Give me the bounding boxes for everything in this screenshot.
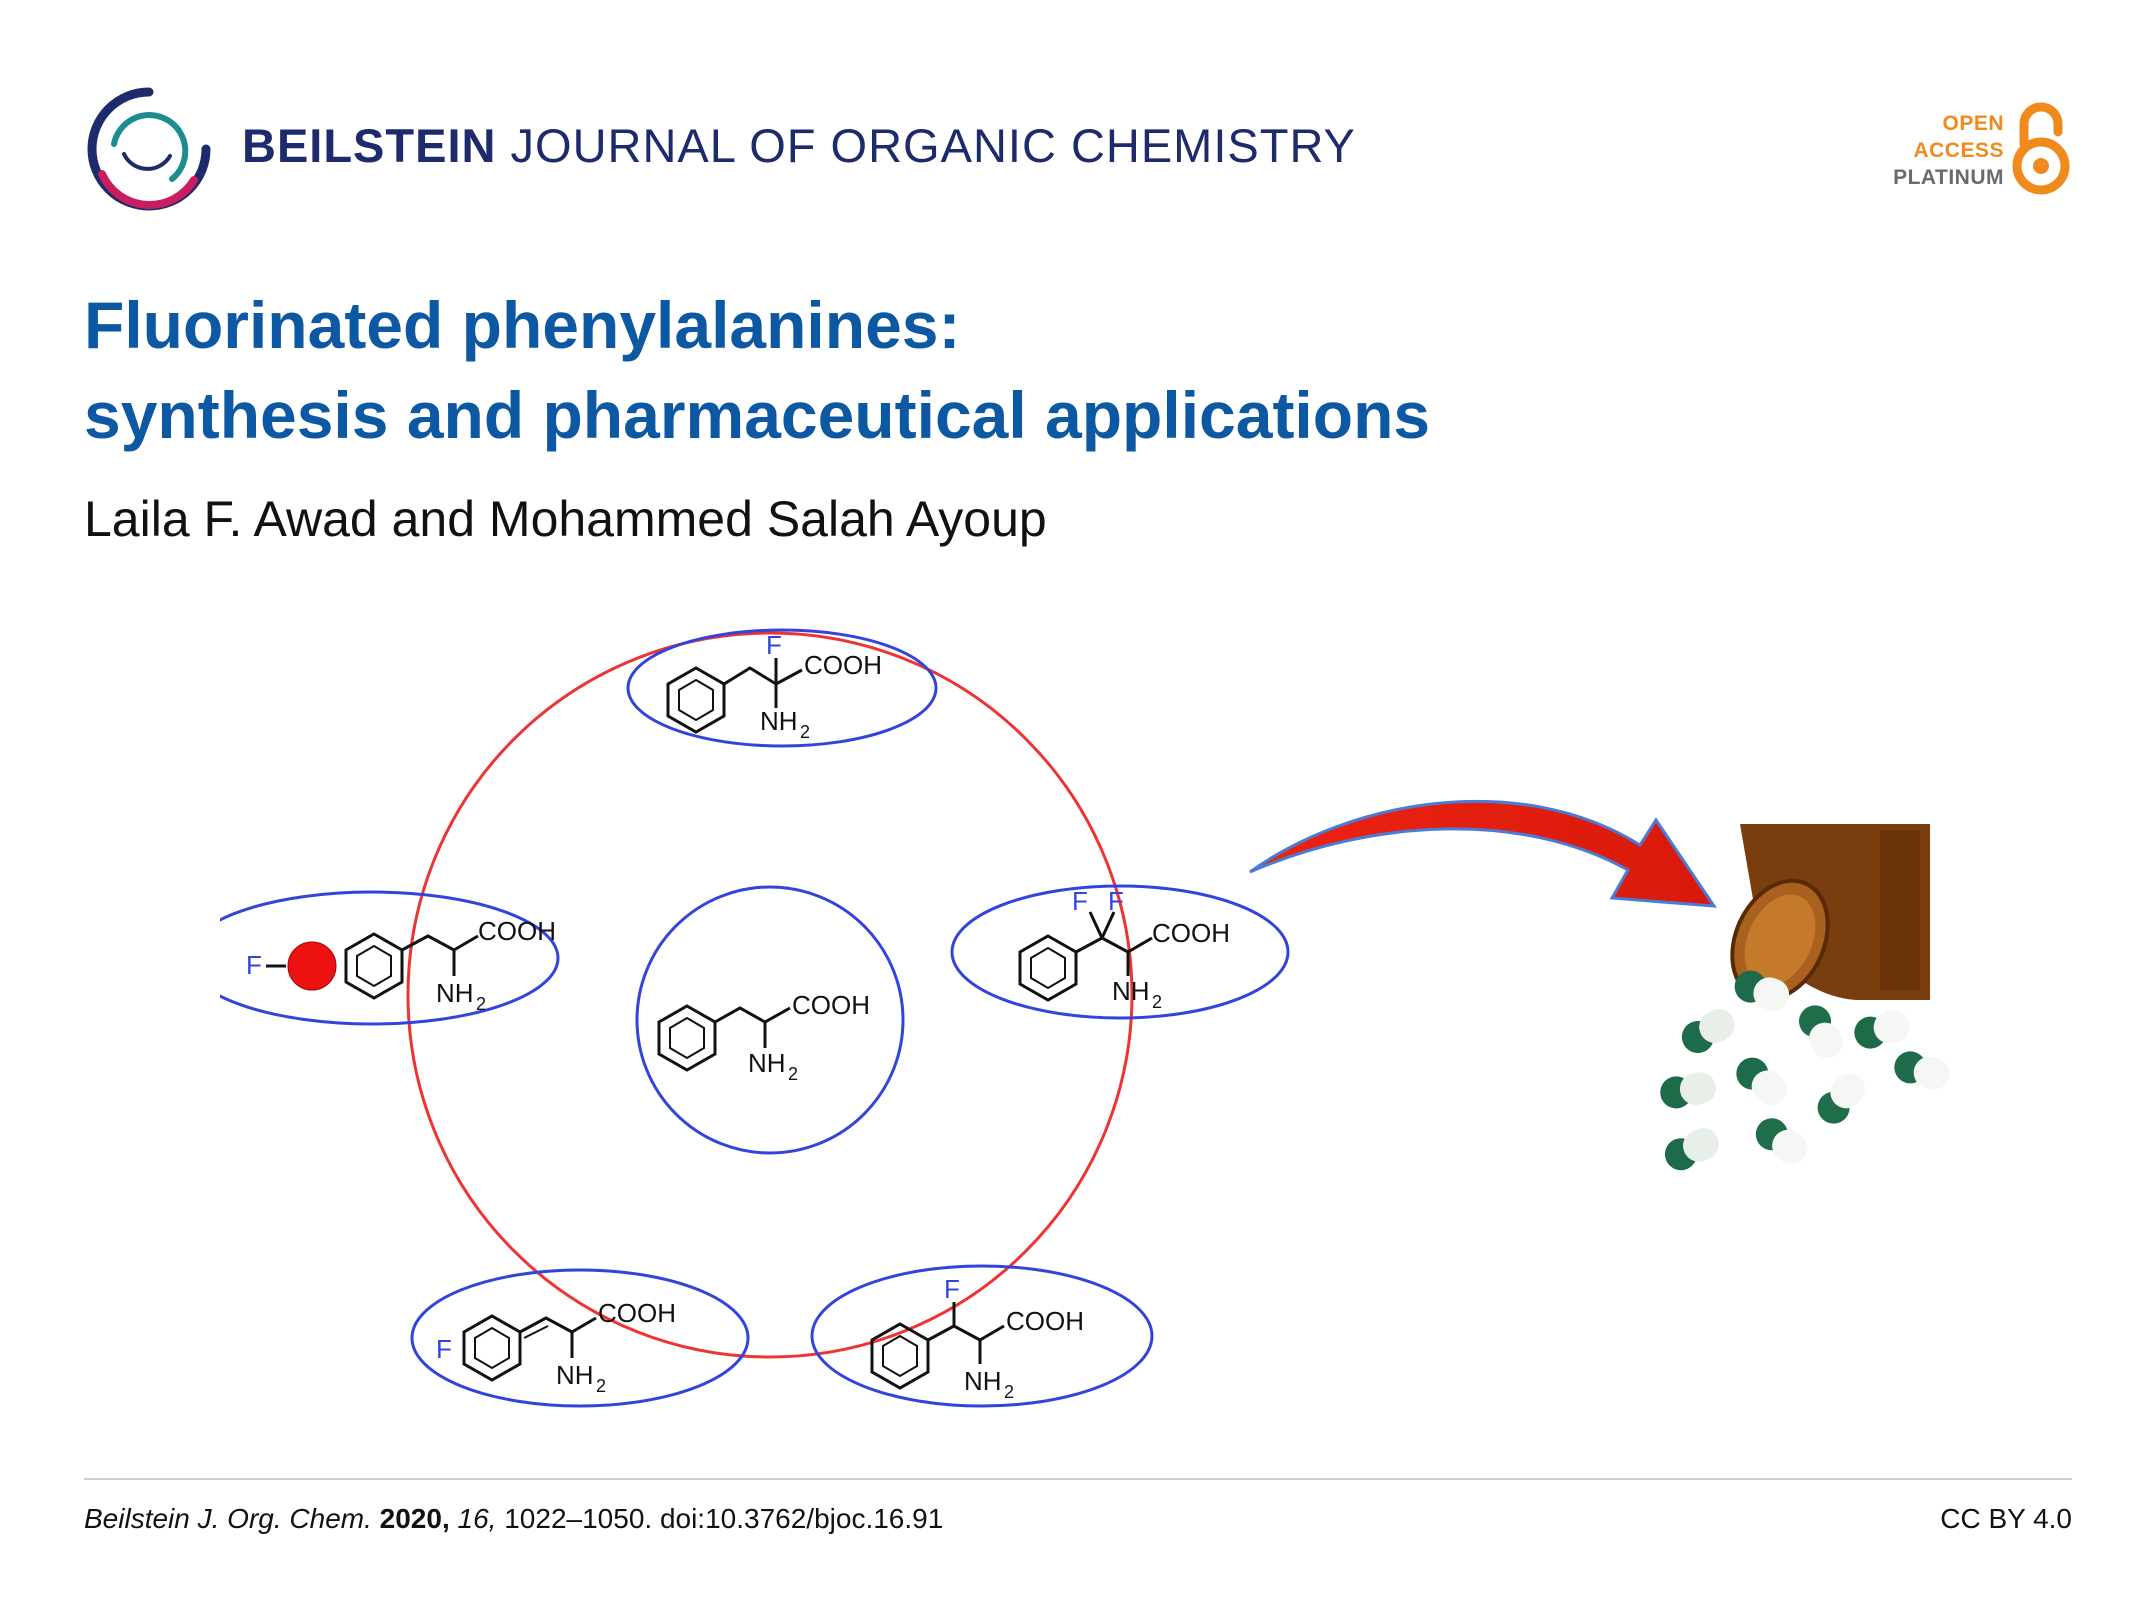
- label-cooh: COOH: [598, 1298, 676, 1328]
- footer-divider: [84, 1478, 2072, 1480]
- label-nh2: NH: [436, 978, 474, 1008]
- label-cooh: COOH: [792, 990, 870, 1020]
- open-access-badge: [1880, 102, 2080, 202]
- label-nh2: NH: [748, 1048, 786, 1078]
- label-cooh: COOH: [1152, 918, 1230, 948]
- curved-arrow-icon: [1250, 801, 1714, 906]
- label-f: F: [436, 1334, 452, 1364]
- molecule-bottom-left: [412, 1270, 748, 1406]
- label-nh2-sub: 2: [476, 994, 487, 1014]
- label-nh2-sub: 2: [800, 722, 811, 742]
- citation-volume: 16,: [457, 1503, 497, 1534]
- label-cooh: COOH: [478, 916, 556, 946]
- beilstein-logo-icon: [84, 84, 214, 214]
- citation-journal: Beilstein J. Org. Chem.: [84, 1503, 372, 1534]
- citation-pages-doi: 1022–1050. doi:10.3762/bjoc.16.91: [504, 1503, 944, 1534]
- journal-name-rest: JOURNAL OF ORGANIC CHEMISTRY: [510, 119, 1356, 172]
- graphical-abstract: [220, 610, 1960, 1430]
- molecule-phenylalanine: [637, 887, 903, 1153]
- article-title: [84, 280, 1430, 460]
- oa-line-open: OPEN: [1942, 112, 2004, 135]
- authors: Laila F. Awad and Mohammed Salah Ayoup: [84, 491, 1047, 547]
- molecule-top: [628, 630, 936, 746]
- citation-year: 2020,: [379, 1503, 450, 1534]
- label-f: F: [1108, 886, 1124, 916]
- label-f: F: [1072, 886, 1088, 916]
- journal-name-strong: BEILSTEIN: [242, 119, 497, 172]
- oa-line-platinum: PLATINUM: [1893, 166, 2004, 189]
- label-f: F: [766, 630, 782, 660]
- label-nh2-sub: 2: [1004, 1382, 1015, 1402]
- label-cooh: COOH: [804, 650, 882, 680]
- label-nh2: NH: [1112, 976, 1150, 1006]
- molecule-right: [952, 886, 1288, 1018]
- label-cooh: COOH: [1006, 1306, 1084, 1336]
- label-nh2: NH: [964, 1366, 1002, 1396]
- citation: [84, 1503, 943, 1535]
- license: CC BY 4.0: [1940, 1503, 2072, 1534]
- label-nh2: NH: [556, 1360, 594, 1390]
- label-nh2: NH: [760, 706, 798, 736]
- label-nh2-sub: 2: [788, 1064, 799, 1084]
- open-lock-icon: [2010, 102, 2072, 198]
- molecule-left: [220, 892, 558, 1024]
- title-line-1: Fluorinated phenylalanines:: [84, 288, 961, 362]
- oa-line-access: ACCESS: [1913, 139, 2004, 162]
- label-nh2-sub: 2: [1152, 992, 1163, 1012]
- central-ring: [408, 633, 1132, 1357]
- title-line-2: synthesis and pharmaceutical applications: [84, 378, 1431, 452]
- label-nh2-sub: 2: [596, 1376, 607, 1396]
- journal-name: [242, 118, 1356, 173]
- label-f: F: [944, 1274, 960, 1304]
- label-f: F: [246, 950, 262, 980]
